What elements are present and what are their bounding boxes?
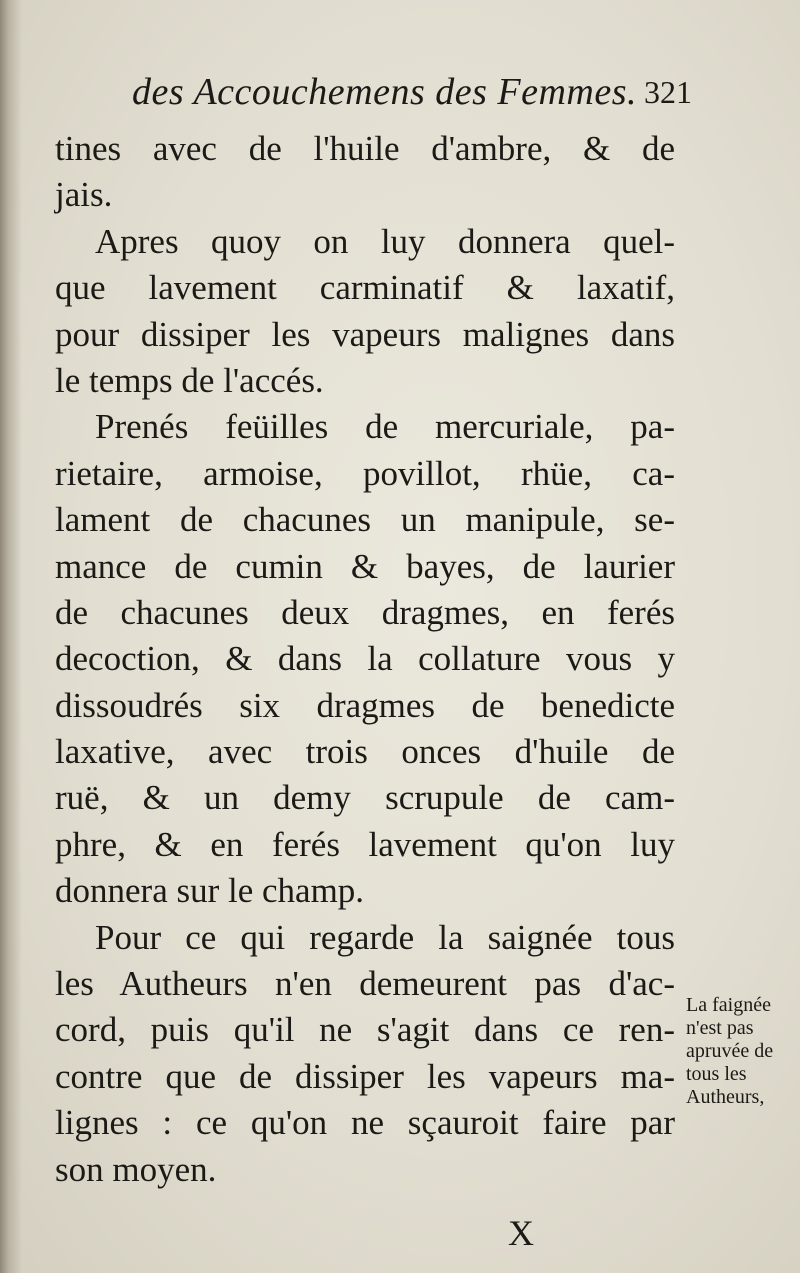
text-line: pour dissiper les vapeurs malignes dans — [55, 314, 675, 354]
text-line: tines avec de l'huile d'ambre, & de — [55, 129, 675, 168]
page-number: 321 — [644, 74, 692, 110]
text-line: dissoudrés six dragmes de benedicte — [55, 685, 675, 725]
margin-note-line: tous les — [686, 1063, 747, 1085]
margin-note-line: n'est pas — [686, 1017, 754, 1039]
text-line: decoction, & dans la collature vous y — [55, 639, 675, 679]
margin-note — [686, 994, 796, 1109]
text-line: les Autheurs n'en demeurent pas d'ac- — [55, 964, 675, 1004]
body-text — [55, 126, 675, 1193]
text-line: phre, & en ferés lavement qu'on luy — [55, 824, 675, 864]
text-line: rietaire, armoise, povillot, rhüe, ca- — [55, 453, 675, 493]
text-line: contre que de dissiper les vapeurs ma- — [55, 1056, 675, 1096]
page-header — [132, 70, 692, 120]
text-line: Prenés feüilles de mercuriale, pa- — [95, 407, 675, 447]
margin-note-line: La faignée — [686, 994, 771, 1016]
text-line: le temps de l'accés. — [55, 360, 324, 400]
text-line: Apres quoy on luy donnera quel- — [95, 221, 675, 261]
spine-shadow — [0, 0, 22, 1273]
signature-mark: X — [508, 1213, 534, 1253]
text-line: que lavement carminatif & laxatif, — [55, 268, 675, 308]
margin-note-line: Autheurs, — [686, 1086, 765, 1108]
text-line: de chacunes deux dragmes, en ferés — [55, 592, 675, 632]
text-line: lignes : ce qu'on ne sçauroit faire par — [55, 1103, 675, 1143]
text-line: ruë, & un demy scrupule de cam- — [55, 778, 675, 818]
text-line: jais. — [55, 175, 113, 215]
text-line: mance de cumin & bayes, de laurier — [55, 546, 675, 586]
text-line: cord, puis qu'il ne s'agit dans ce ren- — [55, 1010, 675, 1050]
margin-note-line: apruvée de — [686, 1040, 774, 1062]
text-line: Pour ce qui regarde la saignée tous — [95, 917, 675, 957]
text-line: son moyen. — [55, 1149, 217, 1189]
running-title: des Accouchemens des Femmes. — [132, 71, 638, 113]
text-line: lament de chacunes un manipule, se- — [55, 500, 675, 540]
text-line: donnera sur le champ. — [55, 871, 365, 911]
text-line: laxative, avec trois onces d'huile de — [55, 732, 675, 772]
